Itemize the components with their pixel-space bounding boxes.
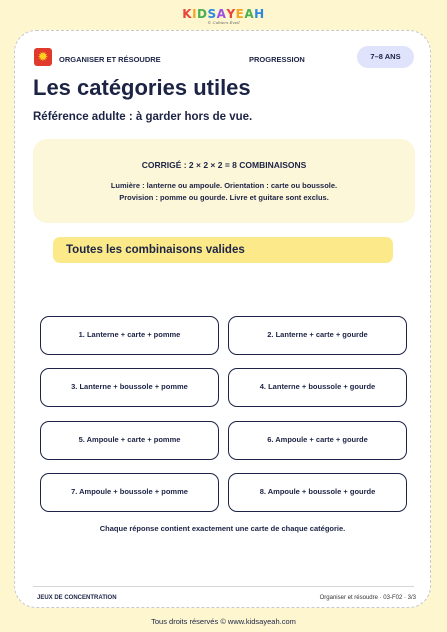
logo-letter: K: [182, 7, 193, 21]
logo-letter: I: [192, 7, 198, 21]
combination-card-5: 5. Ampoule + carte + pomme: [40, 421, 219, 460]
brand-logo: [0, 8, 447, 25]
answer-key-line-2: Provision : pomme ou gourde. Livre et guitare sont exclus.: [119, 193, 329, 202]
page-subtitle: Référence adulte : à garder hors de vue.: [33, 111, 253, 123]
answer-key-line-1: Lumière : lanterne ou ampoule. Orientation : carte ou boussole.: [110, 181, 338, 190]
header-theme: ORGANISER ET RÉSOUDRE: [59, 55, 161, 64]
answer-key-title: CORRIGÉ : 2 × 2 × 2 = 8 COMBINAISONS: [141, 160, 307, 170]
section-heading: Toutes les combinaisons valides: [53, 237, 393, 263]
combination-card-6: 6. Ampoule + carte + gourde: [228, 421, 407, 460]
logo-letter: Y: [226, 7, 236, 21]
combination-card-3: 3. Lanterne + boussole + pomme: [40, 368, 219, 407]
footer-collection: JEUX DE CONCENTRATION: [37, 595, 117, 601]
age-badge: 7–8 ANS: [357, 46, 414, 68]
sun-icon: ✹: [34, 48, 52, 66]
combination-card-8: 8. Ampoule + boussole + gourde: [228, 473, 407, 512]
footnote: Chaque réponse contient exactement une carte de chaque catégorie.: [99, 524, 346, 533]
header-progression: PROGRESSION: [249, 55, 305, 64]
brand-logo-subtitle: © Cahiers Éveil: [207, 20, 240, 25]
brand-logo-text: [0, 8, 447, 20]
logo-letter: S: [207, 7, 217, 21]
answer-key-box: [33, 139, 415, 223]
worksheet-page: [14, 30, 431, 608]
combination-card-1: 1. Lanterne + carte + pomme: [40, 316, 219, 355]
combination-card-4: 4. Lanterne + boussole + gourde: [228, 368, 407, 407]
footer-reference: Organiser et résoudre · 03-F02 · 3/3: [319, 595, 416, 601]
copyright-notice: Tous droits réservés © www.kidsayeah.com: [151, 617, 296, 626]
logo-letter: A: [216, 7, 227, 21]
logo-letter: A: [244, 7, 255, 21]
logo-letter: H: [254, 7, 265, 21]
logo-letter: E: [235, 7, 245, 21]
combination-card-2: 2. Lanterne + carte + gourde: [228, 316, 407, 355]
footer-divider: [33, 586, 414, 587]
logo-letter: D: [197, 7, 208, 21]
page-title: Les catégories utiles: [33, 75, 251, 100]
combination-card-7: 7. Ampoule + boussole + pomme: [40, 473, 219, 512]
